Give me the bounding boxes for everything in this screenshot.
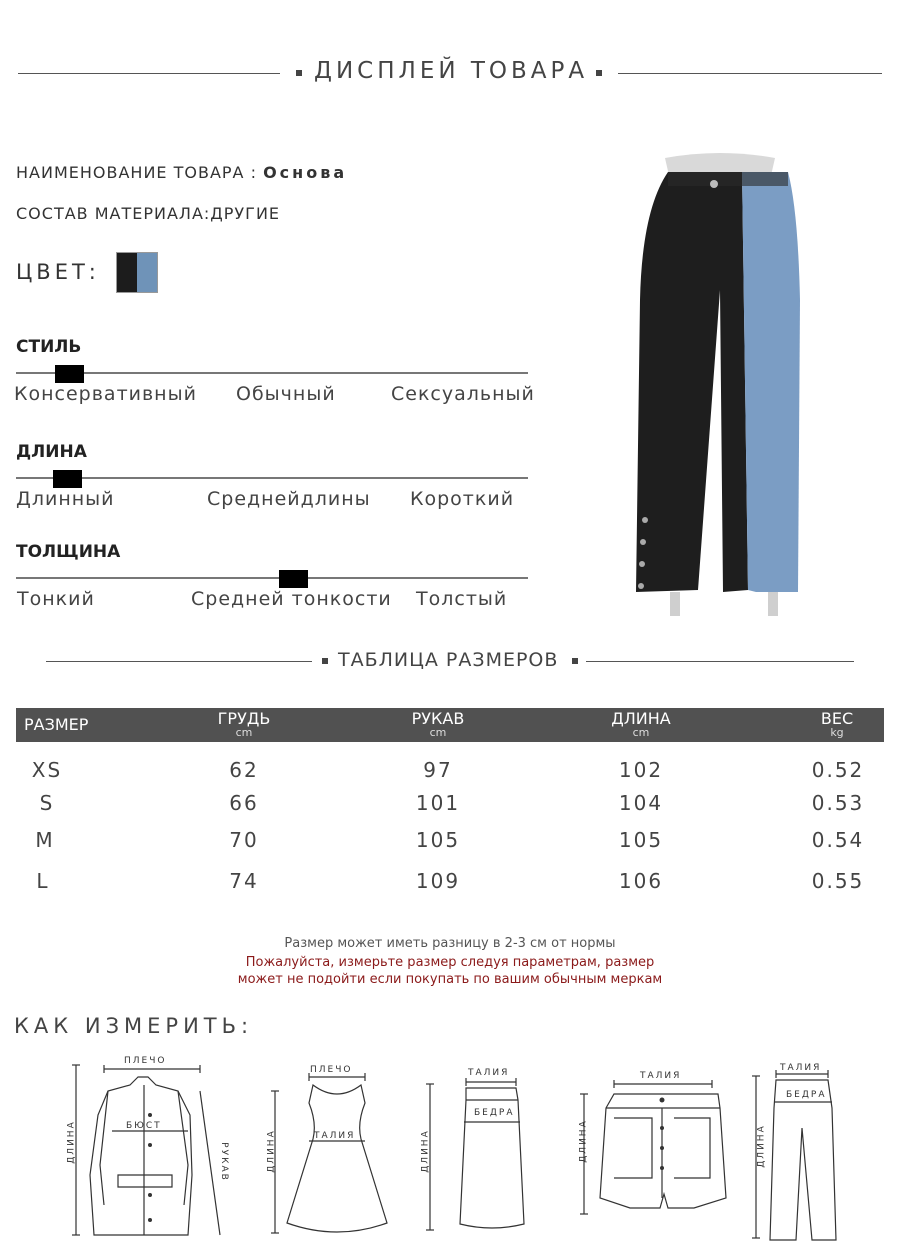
product-name-value: Основа: [263, 163, 348, 182]
measure-warning-2: может не подойти если покупать по вашим обычным меркам: [237, 972, 663, 987]
table-cell: 101: [415, 791, 461, 815]
size-section-title: ТАБЛИЦА РАЗМЕРОВ: [338, 649, 559, 671]
pants-waist-label: ТАЛИЯ: [780, 1063, 822, 1073]
skirt-length-label: ДЛИНА: [420, 1129, 431, 1173]
how-to-measure-title: КАК ИЗМЕРИТЬ:: [14, 1014, 254, 1038]
length-option-short: Короткий: [410, 488, 515, 510]
style-option-sexy: Сексуальный: [391, 383, 535, 405]
bullet: [322, 658, 328, 664]
color-label: ЦВЕТ:: [16, 260, 100, 284]
divider-left: [46, 661, 312, 662]
thickness-scale-line: [16, 577, 528, 579]
product-name-label: НАИМЕНОВАНИЕ ТОВАРА :: [16, 163, 257, 182]
table-cell: M: [35, 828, 55, 852]
shorts-length-label: ДЛИНА: [578, 1119, 589, 1163]
bullet: [296, 70, 302, 76]
table-cell: 109: [415, 869, 461, 893]
header-chest: ГРУДЬ cm: [217, 709, 271, 739]
thickness-option-medium: Средней тонкости: [191, 588, 392, 610]
bullet: [572, 658, 578, 664]
length-title: ДЛИНА: [16, 442, 87, 462]
header-size: РАЗМЕР: [24, 715, 89, 734]
length-option-long: Длинный: [16, 488, 115, 510]
header-weight: ВЕС kg: [820, 709, 854, 739]
divider-right: [618, 73, 882, 74]
table-cell: 66: [229, 791, 259, 815]
dress-waist-label: ТАЛИЯ: [314, 1131, 356, 1141]
divider-right: [586, 661, 854, 662]
jeans-black-panel: [636, 172, 748, 592]
dress-shoulder-label: ПЛЕЧО: [310, 1065, 353, 1075]
color-swatch[interactable]: [116, 252, 158, 293]
style-option-normal: Обычный: [236, 383, 336, 405]
table-cell: 0.55: [811, 869, 865, 893]
jacket-sleeve-label: РУКАВ: [218, 1142, 229, 1182]
thickness-scale-marker: [279, 570, 308, 588]
table-cell: 106: [618, 869, 664, 893]
jacket-bust-label: БЮСТ: [126, 1121, 162, 1131]
material-label: СОСТАВ МАТЕРИАЛА:: [16, 204, 211, 223]
pants-hips-label: БЕДРА: [786, 1090, 827, 1100]
header-sleeve: РУКАВ cm: [411, 709, 465, 739]
style-scale-marker: [55, 365, 84, 383]
measure-warning-1: Пожалуйста, измерьте размер следуя параметрам, размер: [245, 955, 655, 970]
table-cell: 105: [415, 828, 461, 852]
product-material: [16, 204, 280, 223]
table-cell: 97: [423, 758, 453, 782]
table-cell: 0.53: [811, 791, 865, 815]
material-value: ДРУГИЕ: [210, 204, 281, 223]
skirt-diagram: [420, 1074, 540, 1244]
jacket-diagram: [60, 1055, 240, 1245]
shorts-diagram: [570, 1078, 730, 1228]
skirt-hips-label: БЕДРА: [474, 1108, 515, 1118]
header-length: ДЛИНА cm: [611, 709, 671, 739]
bullet: [596, 70, 602, 76]
style-option-conservative: Консервативный: [14, 383, 197, 405]
style-scale-line: [16, 372, 528, 374]
table-cell: 0.54: [811, 828, 865, 852]
thickness-title: ТОЛЩИНА: [16, 542, 121, 562]
length-option-medium: Среднейдлины: [207, 488, 371, 510]
table-cell: 70: [229, 828, 259, 852]
jacket-length-label: ДЛИНА: [66, 1120, 77, 1164]
dress-diagram: [265, 1063, 395, 1243]
table-cell: 102: [618, 758, 664, 782]
table-cell: 74: [229, 869, 259, 893]
table-cell: 105: [618, 828, 664, 852]
table-cell: 62: [229, 758, 259, 782]
thickness-option-thick: Толстый: [416, 588, 508, 610]
table-cell: 104: [618, 791, 664, 815]
table-cell: 0.52: [811, 758, 865, 782]
product-section-title: ДИСПЛЕЙ ТОВАРА: [314, 58, 589, 84]
length-scale-line: [16, 477, 528, 479]
product-name: [16, 163, 347, 182]
style-title: СТИЛЬ: [16, 337, 82, 357]
jacket-shoulder-label: ПЛЕЧО: [124, 1056, 167, 1066]
product-image: [620, 150, 820, 620]
table-cell: S: [39, 791, 55, 815]
skirt-waist-label: ТАЛИЯ: [468, 1068, 510, 1078]
size-note: Размер может иметь разницу в 2-3 см от нормы: [284, 936, 616, 951]
table-cell: XS: [31, 758, 63, 782]
table-cell: L: [36, 869, 50, 893]
divider-left: [18, 73, 280, 74]
shorts-waist-label: ТАЛИЯ: [640, 1071, 682, 1081]
thickness-option-thin: Тонкий: [17, 588, 95, 610]
length-scale-marker: [53, 470, 82, 488]
jeans-denim-panel: [742, 172, 800, 592]
pants-length-label: ДЛИНА: [756, 1124, 767, 1168]
button-icon: [710, 180, 718, 188]
dress-length-label: ДЛИНА: [266, 1129, 277, 1173]
